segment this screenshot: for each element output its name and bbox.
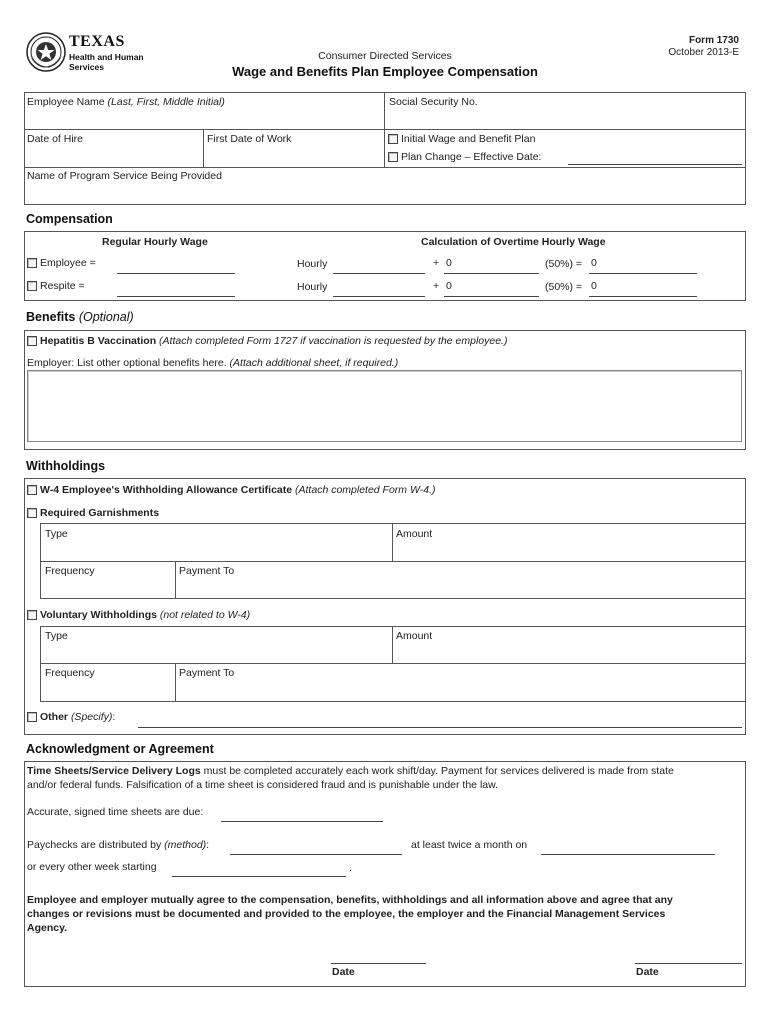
benefits-heading (26, 310, 134, 324)
other-benefits-text: Employer: List other optional benefits here. (27, 357, 227, 369)
garnishments-label: Required Garnishments (40, 507, 160, 519)
every-other-week-period: . (349, 862, 352, 874)
other-benefits-label (27, 357, 398, 369)
regular-hourly-wage-heading: Regular Hourly Wage (102, 236, 208, 248)
form-subtitle: Consumer Directed Services (318, 50, 452, 62)
compensation-heading: Compensation (26, 212, 113, 226)
other-withholding-input[interactable] (138, 727, 742, 728)
employee-name-field[interactable] (27, 96, 225, 108)
voluntary-checkbox[interactable] (27, 610, 37, 620)
ssn-field[interactable]: Social Security No. (389, 96, 478, 108)
employee-info-box (24, 92, 746, 205)
date-label-2: Date (636, 966, 659, 978)
hepatitis-b-text: Hepatitis B Vaccination (40, 335, 157, 347)
initial-plan-label: Initial Wage and Benefit Plan (401, 133, 536, 145)
agreement-line2: changes or revisions must be documented and provided to the employee, the employer and the Financial Management Services (27, 908, 666, 920)
program-service-field[interactable]: Name of Program Service Being Provided (27, 170, 222, 182)
garnish-payment-to-field[interactable]: Payment To (179, 565, 235, 577)
employee-hourly-label: Hourly (297, 258, 328, 270)
timesheet-rest: must be completed accurately each work shift/day. Payment for services delivered is made from state (200, 765, 674, 777)
paychecks-colon: : (206, 839, 210, 851)
logo-line1: Health and Human (69, 52, 144, 62)
date-of-hire-field[interactable]: Date of Hire (27, 133, 84, 145)
other-benefits-hint: (Attach additional sheet, if required.) (229, 357, 399, 369)
respite-checkbox[interactable] (27, 281, 37, 291)
voluntary-type-field[interactable]: Type (45, 630, 68, 642)
form-date: October 2013-E (668, 47, 739, 58)
voluntary-hint: (not related to W-4) (159, 609, 251, 621)
paychecks-text: Paychecks are distributed by (27, 839, 165, 851)
employee-plus-value[interactable]: 0 (446, 257, 452, 269)
hepatitis-b-checkbox[interactable] (27, 336, 37, 346)
respite-label: Respite = (40, 280, 85, 292)
respite-hourly-input[interactable] (333, 296, 425, 297)
other-withholding-hint: (Specify) (70, 711, 113, 723)
initial-plan-checkbox[interactable] (388, 134, 398, 144)
acknowledgment-heading: Acknowledgment or Agreement (26, 742, 214, 756)
employee-name-label: Employee Name (27, 96, 105, 108)
garnish-type-field[interactable]: Type (45, 528, 68, 540)
timesheets-due-input[interactable] (221, 821, 383, 822)
employee-label: Employee = (40, 257, 96, 269)
voluntary-label (40, 609, 250, 621)
respite-result[interactable]: 0 (591, 280, 597, 292)
every-other-week-input[interactable] (172, 876, 346, 877)
twice-month-input[interactable] (541, 854, 715, 855)
w4-label (40, 484, 435, 496)
respite-hourly-label: Hourly (297, 281, 328, 293)
garnishments-checkbox[interactable] (27, 508, 37, 518)
employee-pct-label: (50%) = (545, 258, 583, 270)
first-date-of-work-field[interactable]: First Date of Work (207, 133, 292, 145)
employee-checkbox[interactable] (27, 258, 37, 268)
other-withholding-text: Other (40, 711, 69, 723)
garnish-amount-field[interactable]: Amount (396, 528, 433, 540)
agreement-line1: Employee and employer mutually agree to the compensation, benefits, withholdings and all information above and agree that any (27, 894, 673, 906)
w4-text: W-4 Employee's Withholding Allowance Certificate (40, 484, 293, 496)
plan-change-checkbox[interactable] (388, 152, 398, 162)
employer-signature-date-input[interactable] (635, 963, 742, 964)
benefits-heading-text: Benefits (26, 310, 76, 324)
effective-date-input[interactable] (568, 164, 742, 165)
form-number: Form 1730 (688, 35, 739, 46)
hepatitis-b-hint: (Attach completed Form 1727 if vaccination is requested by the employee.) (159, 335, 508, 347)
timesheet-paragraph (27, 764, 674, 792)
logo-state: TEXAS (69, 33, 125, 50)
other-benefits-textarea[interactable] (27, 370, 742, 442)
w4-hint: (Attach completed Form W-4.) (295, 484, 436, 496)
other-withholding-checkbox[interactable] (27, 712, 37, 722)
paychecks-label (27, 839, 209, 851)
every-other-week-label: or every other week starting (27, 861, 157, 873)
respite-plus-value[interactable]: 0 (446, 280, 452, 292)
withholdings-heading: Withholdings (26, 459, 106, 473)
paycheck-method-input[interactable] (230, 854, 402, 855)
employee-name-hint: (Last, First, Middle Initial) (107, 96, 225, 108)
page-title: Wage and Benefits Plan Employee Compensation (232, 64, 538, 79)
timesheet-line2: and/or federal funds. Falsification of a time sheet is considered fraud and is punishable under the law. (27, 779, 499, 791)
paychecks-method: (method) (164, 839, 207, 851)
employee-wage-input[interactable] (117, 273, 235, 274)
logo-line2: Services (69, 62, 104, 72)
agreement-line3: Agency. (27, 922, 68, 934)
employee-result[interactable]: 0 (591, 257, 597, 269)
respite-plus: + (433, 280, 440, 292)
employee-plus: + (433, 257, 440, 269)
benefits-heading-hint: (Optional) (78, 310, 134, 324)
voluntary-table (40, 626, 746, 702)
timesheet-bold: Time Sheets/Service Delivery Logs (27, 765, 201, 777)
respite-wage-input[interactable] (117, 296, 235, 297)
date-label-1: Date (332, 966, 355, 978)
hepatitis-b-label (40, 335, 507, 347)
employee-signature-date-input[interactable] (331, 963, 426, 964)
overtime-heading: Calculation of Overtime Hourly Wage (421, 236, 606, 248)
timesheets-due-label: Accurate, signed time sheets are due: (27, 806, 204, 818)
acknowledgment-box (24, 761, 746, 987)
other-withholding-colon: : (112, 711, 116, 723)
voluntary-payment-to-field[interactable]: Payment To (179, 667, 235, 679)
voluntary-frequency-field[interactable]: Frequency (45, 667, 95, 679)
plan-change-label: Plan Change – Effective Date: (401, 151, 542, 163)
garnish-frequency-field[interactable]: Frequency (45, 565, 95, 577)
w4-checkbox[interactable] (27, 485, 37, 495)
agreement-paragraph (27, 893, 673, 935)
voluntary-text: Voluntary Withholdings (40, 609, 157, 621)
voluntary-amount-field[interactable]: Amount (396, 630, 433, 642)
respite-pct-label: (50%) = (545, 281, 583, 293)
other-withholding-label (40, 711, 115, 723)
twice-month-label: at least twice a month on (411, 839, 528, 851)
employee-hourly-input[interactable] (333, 273, 425, 274)
